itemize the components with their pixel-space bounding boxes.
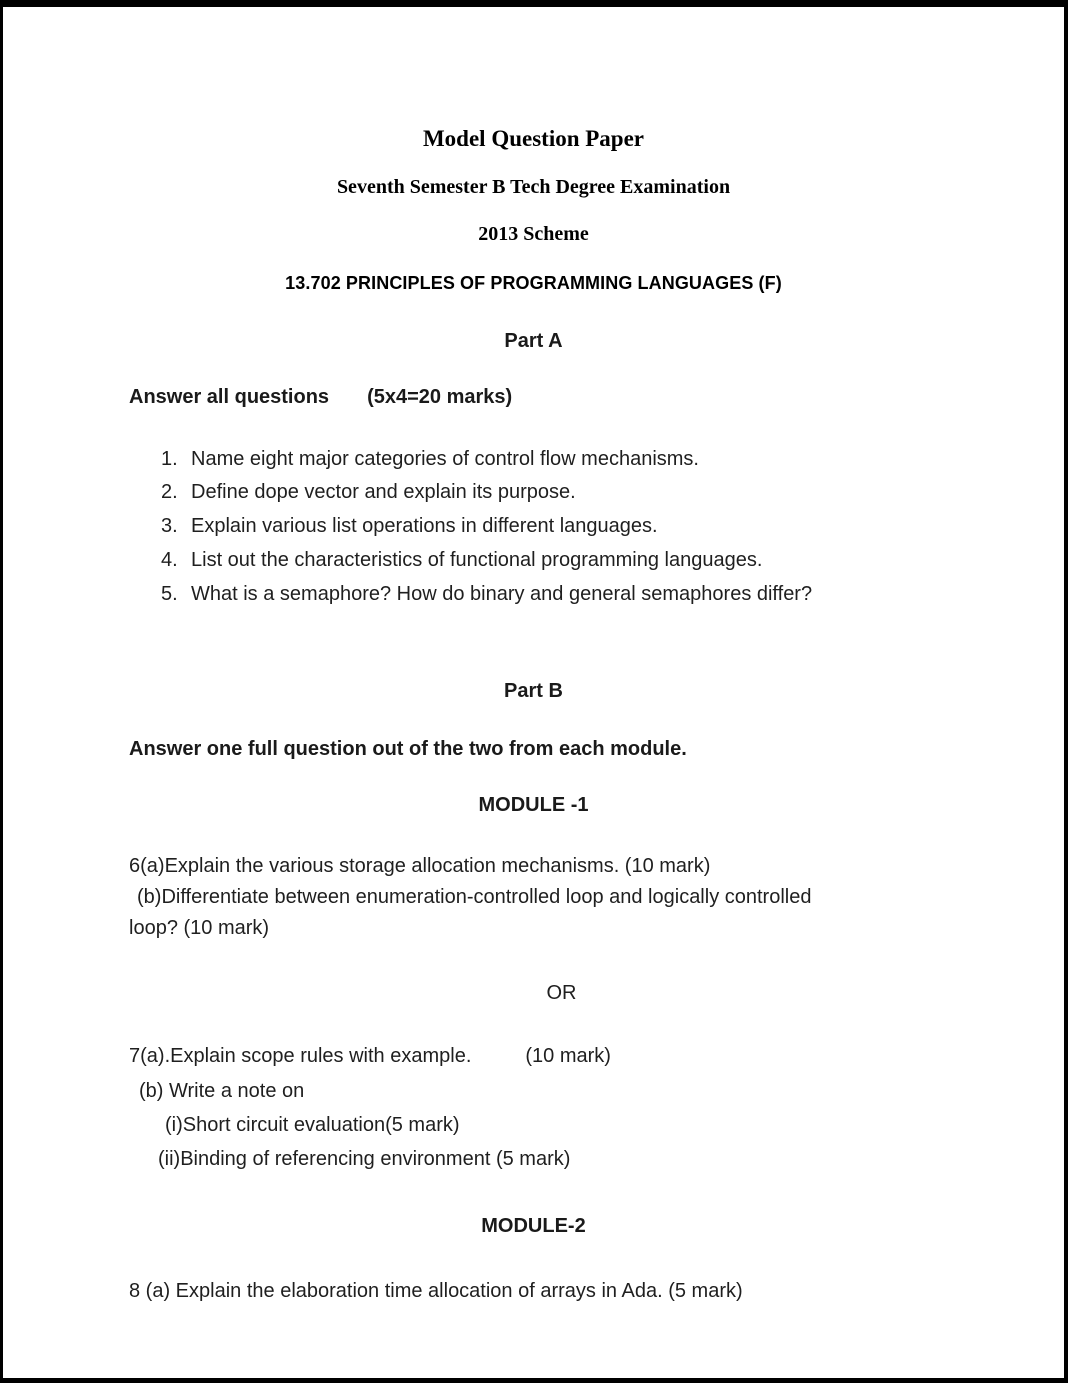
question-text: Explain various list operations in different languages. (191, 515, 658, 538)
scheme-line: 2013 Scheme (478, 222, 589, 245)
module-2-heading: MODULE-2 (481, 1214, 586, 1237)
list-item (3, 443, 1064, 477)
question-text: Define dope vector and explain its purpose. (191, 481, 576, 504)
list-item (3, 476, 1064, 510)
part-b-instruction: Answer one full question out of the two from each module. (129, 737, 687, 760)
document-content (3, 7, 1064, 1378)
question-number: 2. (161, 481, 178, 504)
part-a-instruction: Answer all questions (129, 385, 330, 408)
question-7b-line: (b) Write a note on (139, 1079, 305, 1102)
question-6a-line: 6(a)Explain the various storage allocation mechanisms. (10 mark) (129, 854, 711, 877)
question-7b-sub-i: (i)Short circuit evaluation(5 mark) (165, 1113, 460, 1136)
question-8a-line: 8 (a) Explain the elaboration time allocation of arrays in Ada. (5 mark) (129, 1279, 743, 1302)
question-7b-sub-ii: (ii)Binding of referencing environment (5 mark) (158, 1148, 571, 1171)
question-number: 5. (161, 582, 178, 605)
question-text: What is a semaphore? How do binary and general semaphores differ? (191, 582, 813, 605)
question-number: 4. (161, 548, 178, 571)
list-item (3, 510, 1064, 544)
question-7a-line (129, 1039, 1064, 1073)
question-6b-line: (b)Differentiate between enumeration-controlled loop and logically controlled (137, 885, 812, 908)
question-7a-marks: (10 mark) (525, 1045, 611, 1068)
part-b-heading: Part B (504, 679, 563, 702)
question-7a-text: 7(a).Explain scope rules with example. (129, 1045, 472, 1068)
part-a-instruction-row (129, 386, 1064, 409)
part-a-heading: Part A (504, 329, 563, 352)
part-a-question-list (3, 443, 1064, 612)
document-title: Model Question Paper (422, 126, 645, 151)
question-text: Name eight major categories of control flow mechanisms. (191, 447, 699, 470)
page-border-right (1064, 0, 1068, 1383)
page-border-bottom (0, 1378, 1068, 1383)
or-separator: OR (546, 982, 577, 1005)
question-number: 1. (161, 447, 178, 470)
list-item (3, 544, 1064, 578)
question-6b-line-continued: loop? (10 mark) (129, 916, 270, 939)
question-number: 3. (161, 515, 178, 538)
question-8-block (3, 1276, 1064, 1307)
question-6-block (3, 851, 1064, 945)
question-text: List out the characteristics of functional programming languages. (191, 548, 763, 571)
exam-subtitle: Seventh Semester B Tech Degree Examination (336, 175, 731, 198)
question-7-block (3, 1039, 1064, 1177)
course-code-title: 13.702 PRINCIPLES OF PROGRAMMING LANGUAGES (F) (285, 272, 782, 293)
part-a-marks-note: (5x4=20 marks) (367, 385, 513, 408)
module-1-heading: MODULE -1 (478, 793, 589, 816)
list-item (3, 578, 1064, 612)
page-border-top (0, 0, 1068, 7)
